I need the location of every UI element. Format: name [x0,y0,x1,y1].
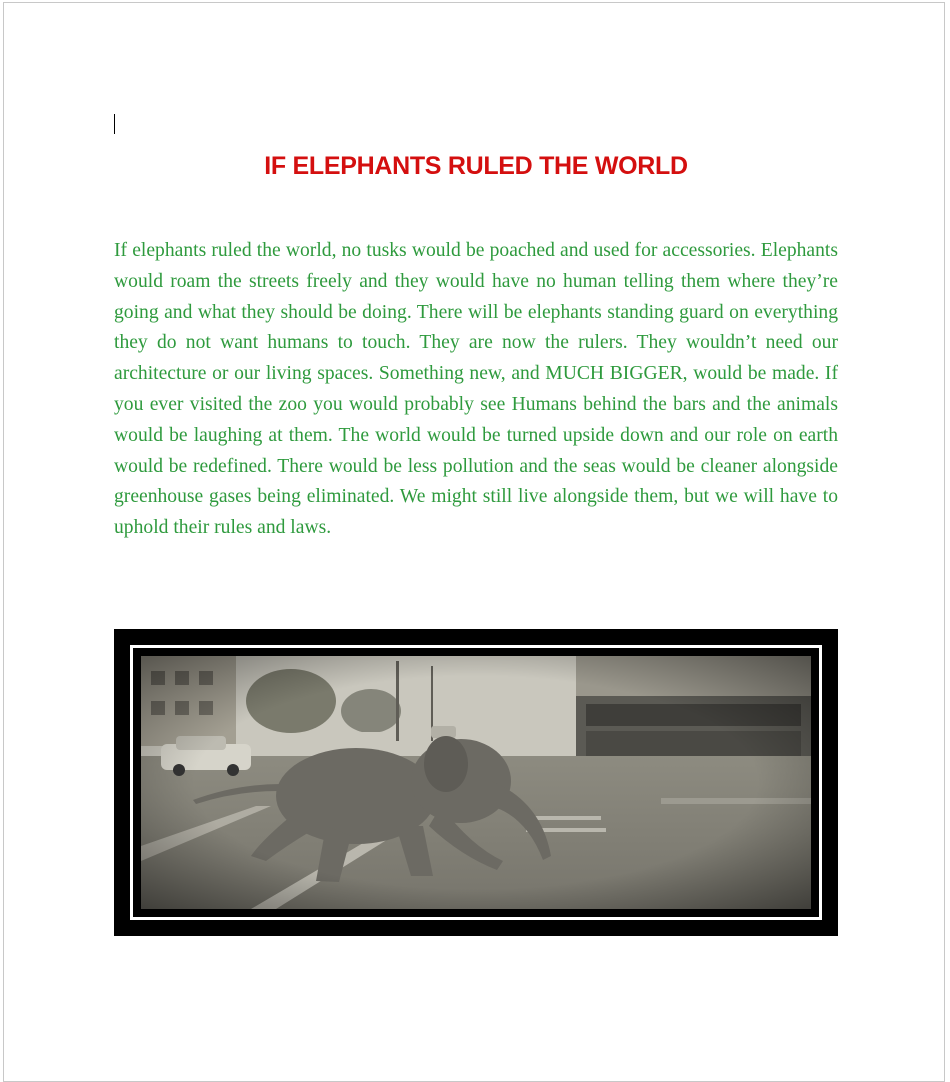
text-cursor [114,114,115,134]
elephant-photo [141,656,811,909]
body-paragraph: If elephants ruled the world, no tusks would be poached and used for accessories. Elephants would roam the streets freely and they would have no human telling them where they’re going and what they should be doing. There will be elephants standing guard on everything they do not want humans to touch. They are now the rulers. They wouldn’t need our architecture or our living spaces. Something new, and MUCH BIGGER, would be made. If you ever visited the zoo you would probably see Humans behind the bars and the animals would be laughing at them. The world would be turned upside down and our role on earth would be redefined. There would be less pollution and the seas would be cleaner alongside greenhouse gases being eliminated. We might still live alongside them, but we will have to uphold their rules and laws. [114,240,838,539]
document-title: IF ELEPHANTS RULED THE WORLD [264,152,688,180]
